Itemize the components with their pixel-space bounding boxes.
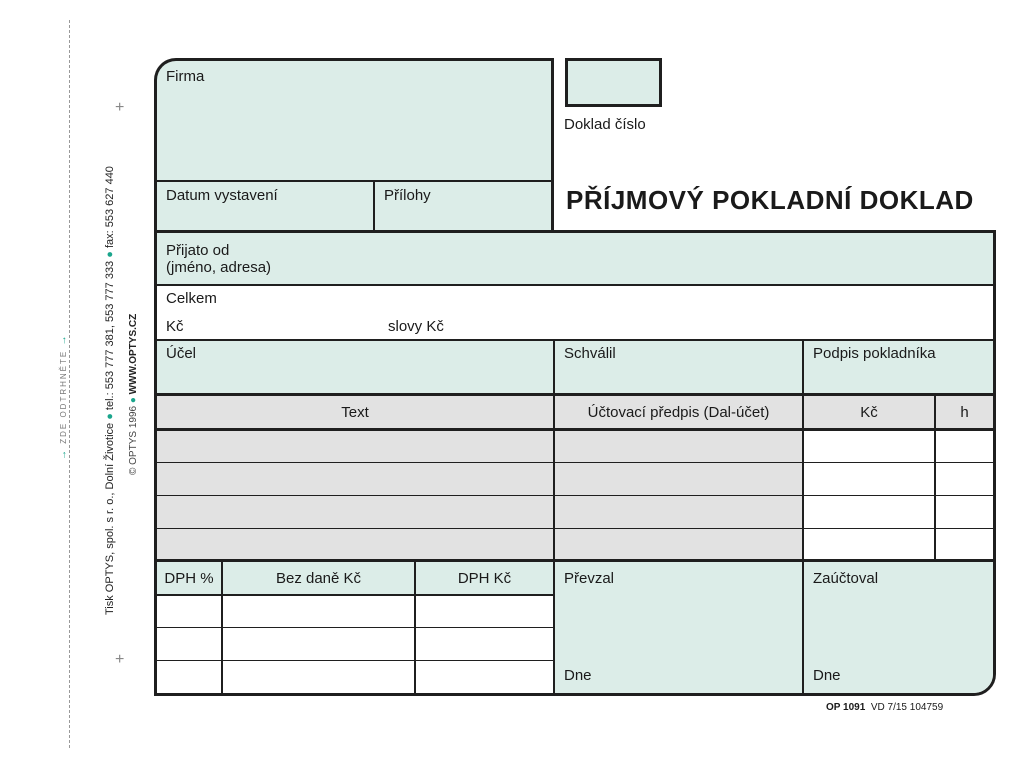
table-row [157,462,993,463]
dne-prevzal-label: Dne [564,667,592,684]
bullet-icon: ● [104,413,116,420]
prilohy-label: Přílohy [384,187,431,204]
form-code [826,702,943,713]
divider [156,180,553,182]
divider [553,562,555,694]
table-row [157,495,993,496]
tear-off-text: ZDE ODTRHNĚTE [59,349,68,444]
divider [373,180,375,232]
schvalil-label: Schválil [564,345,616,362]
datum-vystaveni-label: Datum vystavení [166,187,278,204]
slovy-kc-label: slovy Kč [388,318,444,335]
arrow-right-icon: → [58,333,69,346]
prijato-od-label: Přijato od [166,242,230,259]
printer-imprint-secondary [128,314,139,475]
doklad-cislo-box [565,58,662,107]
prevzal-label: Převzal [564,570,615,587]
vat-header-bez-dane: Bez daně Kč [275,570,362,587]
bullet-icon: ● [104,251,116,258]
form-code-version: VD 7/15 104759 [870,702,944,713]
vat-body [157,594,553,693]
vat-header-dph-pct: DPH % [164,570,214,587]
table-row [157,627,553,628]
vat-header-dph-kc: DPH Kč [457,570,512,587]
prijato-od-sublabel: (jméno, adresa) [166,259,272,276]
table-row [157,660,553,661]
printer-imprint [104,166,117,615]
imprint-copyright: © OPTYS 1996 [128,405,139,475]
imprint-website: WWW.OPTYS.CZ [128,313,139,395]
document-title: PŘÍJMOVÝ POKLADNÍ DOKLAD [566,185,974,215]
divider [553,396,555,560]
table-header-h: h [960,404,969,421]
divider [157,594,553,596]
table-row [157,528,993,529]
divider [553,341,555,393]
firma-box [154,58,554,233]
celkem-field [157,286,993,339]
divider [802,341,804,393]
table-header-text: Text [341,404,369,421]
form-code-number: OP 1091 [826,702,866,713]
divider [934,396,936,560]
divider [802,562,804,694]
table-header-uctovaci: Účtovací předpis (Dal-účet) [587,404,770,421]
crop-mark-icon: + [115,651,125,668]
ucel-label: Účel [166,345,197,362]
zauctoval-label: Zaúčtoval [813,570,879,587]
bullet-icon: ● [128,397,139,404]
dne-zauctoval-label: Dne [813,667,841,684]
imprint-company: Tisk OPTYS, spol. s r. o., Dolní Životice [104,422,116,615]
imprint-fax: fax: 553 627 440 [104,166,116,249]
crop-mark-icon: + [115,99,125,116]
divider [802,396,804,560]
imprint-phone: tel.: 553 777 381, 553 777 333 [104,260,116,411]
tear-off-label [58,334,69,460]
prijato-od-field [157,233,993,284]
arrow-right-icon: → [58,448,69,460]
kc-label: Kč [166,318,184,335]
divider [221,562,223,694]
celkem-label: Celkem [166,290,217,307]
divider [414,562,416,694]
table-header-kc: Kč [860,404,878,421]
doklad-cislo-label: Doklad číslo [564,116,646,133]
tear-line [69,20,70,748]
firma-label: Firma [166,68,205,85]
podpis-pokladnika-label: Podpis pokladníka [813,345,936,362]
